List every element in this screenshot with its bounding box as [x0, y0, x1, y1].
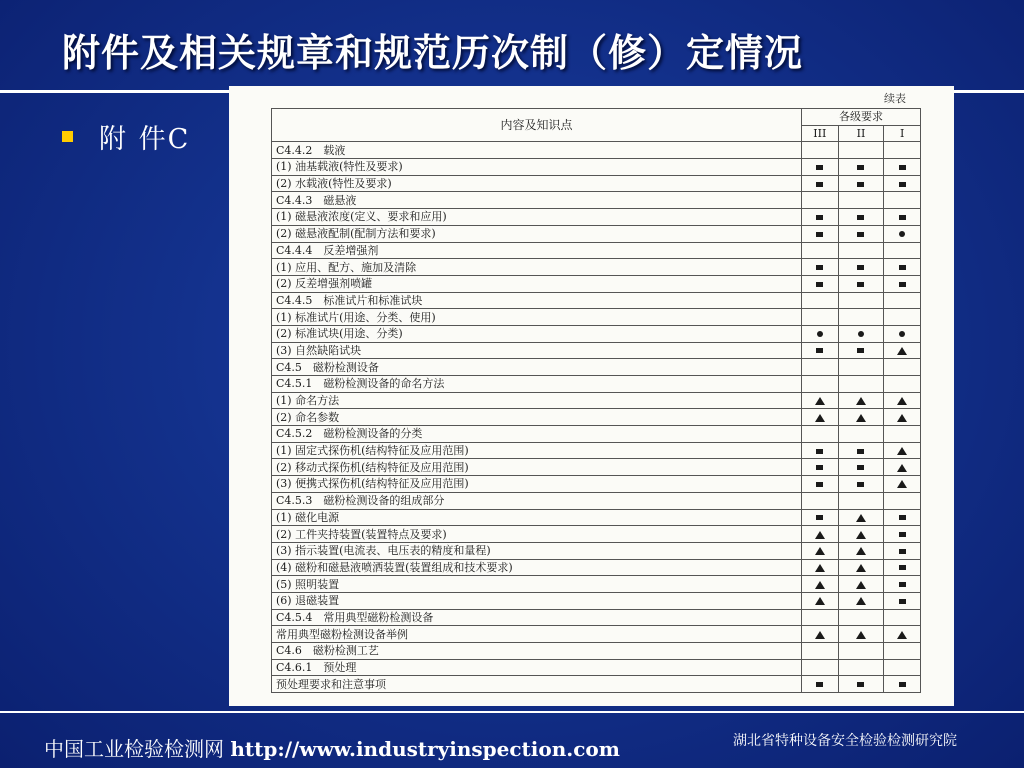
table-row: [272, 192, 921, 209]
square-mark-icon: [816, 482, 823, 487]
level-header-i: I: [884, 125, 921, 142]
level-cell: [802, 175, 839, 192]
row-item-text: (2) 工件夹持装置(装置特点及要求): [272, 526, 802, 543]
row-item-text: C4.5.2 磁粉检测设备的分类: [272, 426, 802, 443]
row-item-text: (2) 反差增强剂喷罐: [272, 275, 802, 292]
level-cell: [802, 209, 839, 226]
level-cell: [838, 392, 884, 409]
level-cell: [884, 492, 921, 509]
level-cell: [838, 542, 884, 559]
level-cell: [838, 442, 884, 459]
level-cell: [838, 142, 884, 159]
triangle-mark-icon: [815, 564, 825, 572]
level-cell: [802, 225, 839, 242]
table-row: [272, 275, 921, 292]
table-row: [272, 459, 921, 476]
level-cell: [838, 309, 884, 326]
table-row: [272, 542, 921, 559]
square-mark-icon: [857, 348, 864, 353]
square-mark-icon: [857, 482, 864, 487]
triangle-mark-icon: [897, 447, 907, 455]
requirements-table: [271, 108, 921, 693]
triangle-mark-icon: [856, 631, 866, 639]
footer-site: [44, 733, 620, 762]
triangle-mark-icon: [815, 631, 825, 639]
level-cell: [838, 659, 884, 676]
level-cell: [802, 459, 839, 476]
level-cell: [802, 492, 839, 509]
table-row: [272, 175, 921, 192]
level-cell: [838, 559, 884, 576]
triangle-mark-icon: [856, 597, 866, 605]
triangle-mark-icon: [856, 531, 866, 539]
table-row: [272, 426, 921, 443]
level-cell: [884, 626, 921, 643]
level-cell: [802, 609, 839, 626]
level-cell: [838, 292, 884, 309]
square-mark-icon: [816, 232, 823, 237]
square-mark-icon: [899, 549, 906, 554]
square-mark-icon: [816, 465, 823, 470]
table-row: [272, 325, 921, 342]
dot-mark-icon: [899, 331, 905, 337]
row-item-text: 预处理要求和注意事项: [272, 676, 802, 693]
level-cell: [838, 175, 884, 192]
table-row: [272, 392, 921, 409]
table-header-row: [272, 109, 921, 126]
row-item-text: (2) 水载液(特性及要求): [272, 175, 802, 192]
triangle-mark-icon: [897, 480, 907, 488]
square-mark-icon: [899, 215, 906, 220]
level-cell: [838, 576, 884, 593]
level-cell: [802, 409, 839, 426]
row-item-text: (4) 磁粉和磁悬液喷洒装置(装置组成和技术要求): [272, 559, 802, 576]
level-cell: [838, 592, 884, 609]
level-cell: [884, 576, 921, 593]
level-cell: [838, 492, 884, 509]
triangle-mark-icon: [856, 514, 866, 522]
level-cell: [838, 526, 884, 543]
level-cell: [838, 259, 884, 276]
square-mark-icon: [857, 165, 864, 170]
dot-mark-icon: [899, 231, 905, 237]
level-cell: [884, 275, 921, 292]
triangle-mark-icon: [897, 464, 907, 472]
level-cell: [884, 309, 921, 326]
square-mark-icon: [899, 515, 906, 520]
level-cell: [838, 209, 884, 226]
level-cell: [802, 476, 839, 493]
square-mark-icon: [899, 182, 906, 187]
level-cell: [884, 342, 921, 359]
level-cell: [802, 359, 839, 376]
level-cell: [884, 676, 921, 693]
square-mark-icon: [816, 282, 823, 287]
level-cell: [838, 676, 884, 693]
table-row: [272, 609, 921, 626]
square-mark-icon: [816, 515, 823, 520]
table-row: [272, 509, 921, 526]
level-cell: [884, 476, 921, 493]
row-item-text: (2) 移动式探伤机(结构特征及应用范围): [272, 459, 802, 476]
footer-site-name: 中国工业检验检测网: [44, 737, 231, 761]
row-item-text: (5) 照明装置: [272, 576, 802, 593]
table-row: [272, 142, 921, 159]
table-row: [272, 559, 921, 576]
footer-url: http://www.industryinspection.com: [230, 737, 620, 761]
scanned-document: [229, 86, 954, 706]
table-row: [272, 526, 921, 543]
level-cell: [838, 609, 884, 626]
square-mark-icon: [857, 215, 864, 220]
square-mark-icon: [857, 682, 864, 687]
level-cell: [802, 559, 839, 576]
level-cell: [802, 676, 839, 693]
level-cell: [838, 359, 884, 376]
slide-title: 附件及相关规章和规范历次制（修）定情况: [62, 31, 804, 75]
level-cell: [884, 392, 921, 409]
table-row: [272, 376, 921, 393]
level-cell: [884, 542, 921, 559]
row-item-text: (1) 磁悬液浓度(定义、要求和应用): [272, 209, 802, 226]
level-cell: [802, 259, 839, 276]
level-cell: [838, 426, 884, 443]
level-cell: [884, 643, 921, 660]
level-cell: [838, 459, 884, 476]
row-item-text: C4.4.2 载液: [272, 142, 802, 159]
row-item-text: (1) 标准试片(用途、分类、使用): [272, 309, 802, 326]
square-mark-icon: [816, 182, 823, 187]
row-item-text: C4.5 磁粉检测设备: [272, 359, 802, 376]
triangle-mark-icon: [897, 414, 907, 422]
row-item-text: C4.5.4 常用典型磁粉检测设备: [272, 609, 802, 626]
square-mark-icon: [899, 165, 906, 170]
row-item-text: (3) 自然缺陷试块: [272, 342, 802, 359]
bottom-divider: [0, 711, 1024, 713]
level-cell: [884, 559, 921, 576]
dot-mark-icon: [817, 331, 823, 337]
level-cell: [838, 242, 884, 259]
table-row: [272, 676, 921, 693]
level-cell: [838, 476, 884, 493]
footer-organization: 湖北省特种设备安全检验检测研究院: [733, 733, 957, 749]
level-cell: [838, 275, 884, 292]
row-item-text: (1) 油基载液(特性及要求): [272, 159, 802, 176]
triangle-mark-icon: [856, 547, 866, 555]
triangle-mark-icon: [815, 414, 825, 422]
table-row: [272, 242, 921, 259]
level-cell: [884, 192, 921, 209]
level-cell: [802, 426, 839, 443]
level-cell: [884, 325, 921, 342]
triangle-mark-icon: [815, 581, 825, 589]
table-row: [272, 342, 921, 359]
level-cell: [884, 175, 921, 192]
level-cell: [884, 225, 921, 242]
triangle-mark-icon: [815, 547, 825, 555]
level-cell: [802, 643, 839, 660]
row-item-text: C4.4.3 磁悬液: [272, 192, 802, 209]
square-mark-icon: [816, 265, 823, 270]
level-cell: [884, 459, 921, 476]
level-cell: [802, 542, 839, 559]
level-cell: [838, 192, 884, 209]
square-mark-icon: [857, 282, 864, 287]
row-item-text: 常用典型磁粉检测设备举例: [272, 626, 802, 643]
level-cell: [802, 442, 839, 459]
table-row: [272, 259, 921, 276]
level-cell: [884, 609, 921, 626]
square-mark-icon: [899, 599, 906, 604]
level-cell: [802, 659, 839, 676]
table-row: [272, 659, 921, 676]
level-cell: [884, 426, 921, 443]
table-row: [272, 476, 921, 493]
square-mark-icon: [899, 682, 906, 687]
square-mark-icon: [899, 582, 906, 587]
level-cell: [838, 325, 884, 342]
table-row: [272, 576, 921, 593]
triangle-mark-icon: [856, 564, 866, 572]
triangle-mark-icon: [815, 597, 825, 605]
square-mark-icon: [816, 682, 823, 687]
level-cell: [802, 626, 839, 643]
content-header: 内容及知识点: [272, 109, 802, 142]
level-cell: [884, 409, 921, 426]
level-cell: [838, 225, 884, 242]
level-cell: [802, 292, 839, 309]
level-cell: [802, 192, 839, 209]
table-row: [272, 492, 921, 509]
row-item-text: C4.6.1 预处理: [272, 659, 802, 676]
triangle-mark-icon: [856, 581, 866, 589]
square-mark-icon: [899, 265, 906, 270]
row-item-text: (2) 标准试块(用途、分类): [272, 325, 802, 342]
square-mark-icon: [857, 449, 864, 454]
levels-header: 各级要求: [802, 109, 921, 126]
bullet-text: 附 件C: [99, 124, 191, 155]
level-cell: [884, 659, 921, 676]
row-item-text: (1) 固定式探伤机(结构特征及应用范围): [272, 442, 802, 459]
level-cell: [884, 526, 921, 543]
row-item-text: (3) 便携式探伤机(结构特征及应用范围): [272, 476, 802, 493]
table-row: [272, 626, 921, 643]
level-cell: [802, 392, 839, 409]
row-item-text: (6) 退磁装置: [272, 592, 802, 609]
triangle-mark-icon: [856, 414, 866, 422]
triangle-mark-icon: [856, 397, 866, 405]
level-cell: [802, 509, 839, 526]
level-cell: [884, 142, 921, 159]
level-cell: [884, 209, 921, 226]
square-mark-icon: [816, 348, 823, 353]
row-item-text: (1) 命名方法: [272, 392, 802, 409]
row-item-text: (2) 命名参数: [272, 409, 802, 426]
level-cell: [838, 159, 884, 176]
level-cell: [884, 242, 921, 259]
row-item-text: (2) 磁悬液配制(配制方法和要求): [272, 225, 802, 242]
square-mark-icon: [857, 232, 864, 237]
level-cell: [838, 626, 884, 643]
square-mark-icon: [899, 532, 906, 537]
bullet-item: [62, 117, 190, 156]
level-header-ii: II: [838, 125, 884, 142]
level-cell: [838, 376, 884, 393]
level-cell: [802, 242, 839, 259]
row-item-text: C4.6 磁粉检测工艺: [272, 643, 802, 660]
square-mark-icon: [816, 449, 823, 454]
table-row: [272, 209, 921, 226]
level-cell: [884, 592, 921, 609]
triangle-mark-icon: [897, 397, 907, 405]
triangle-mark-icon: [815, 531, 825, 539]
triangle-mark-icon: [897, 631, 907, 639]
row-item-text: C4.5.3 磁粉检测设备的组成部分: [272, 492, 802, 509]
row-item-text: (1) 应用、配方、施加及清除: [272, 259, 802, 276]
level-cell: [884, 376, 921, 393]
square-mark-icon: [857, 265, 864, 270]
triangle-mark-icon: [897, 347, 907, 355]
square-mark-icon: [899, 565, 906, 570]
row-item-text: C4.4.5 标准试片和标准试块: [272, 292, 802, 309]
table-row: [272, 442, 921, 459]
level-cell: [884, 259, 921, 276]
row-item-text: C4.5.1 磁粉检测设备的命名方法: [272, 376, 802, 393]
square-mark-icon: [857, 182, 864, 187]
row-item-text: (3) 指示装置(电流表、电压表的精度和量程): [272, 542, 802, 559]
dot-mark-icon: [858, 331, 864, 337]
level-cell: [802, 576, 839, 593]
table-row: [272, 643, 921, 660]
level-cell: [884, 509, 921, 526]
table-row: [272, 225, 921, 242]
row-item-text: (1) 磁化电源: [272, 509, 802, 526]
level-cell: [802, 325, 839, 342]
table-row: [272, 409, 921, 426]
triangle-mark-icon: [815, 397, 825, 405]
level-cell: [802, 142, 839, 159]
level-cell: [838, 509, 884, 526]
level-cell: [838, 643, 884, 660]
level-cell: [802, 275, 839, 292]
square-mark-icon: [816, 165, 823, 170]
level-cell: [884, 442, 921, 459]
table-row: [272, 309, 921, 326]
table-row: [272, 359, 921, 376]
square-mark-icon: [857, 465, 864, 470]
square-mark-icon: [899, 282, 906, 287]
level-cell: [802, 526, 839, 543]
level-cell: [802, 309, 839, 326]
level-cell: [884, 159, 921, 176]
level-cell: [802, 342, 839, 359]
square-mark-icon: [816, 215, 823, 220]
bullet-square-icon: [62, 131, 73, 142]
level-cell: [838, 342, 884, 359]
table-row: [272, 159, 921, 176]
level-cell: [884, 292, 921, 309]
continued-label: 续表: [884, 92, 906, 105]
table-row: [272, 592, 921, 609]
level-cell: [884, 359, 921, 376]
row-item-text: C4.4.4 反差增强剂: [272, 242, 802, 259]
level-header-iii: III: [802, 125, 839, 142]
table-row: [272, 292, 921, 309]
level-cell: [802, 159, 839, 176]
level-cell: [802, 376, 839, 393]
level-cell: [838, 409, 884, 426]
level-cell: [802, 592, 839, 609]
